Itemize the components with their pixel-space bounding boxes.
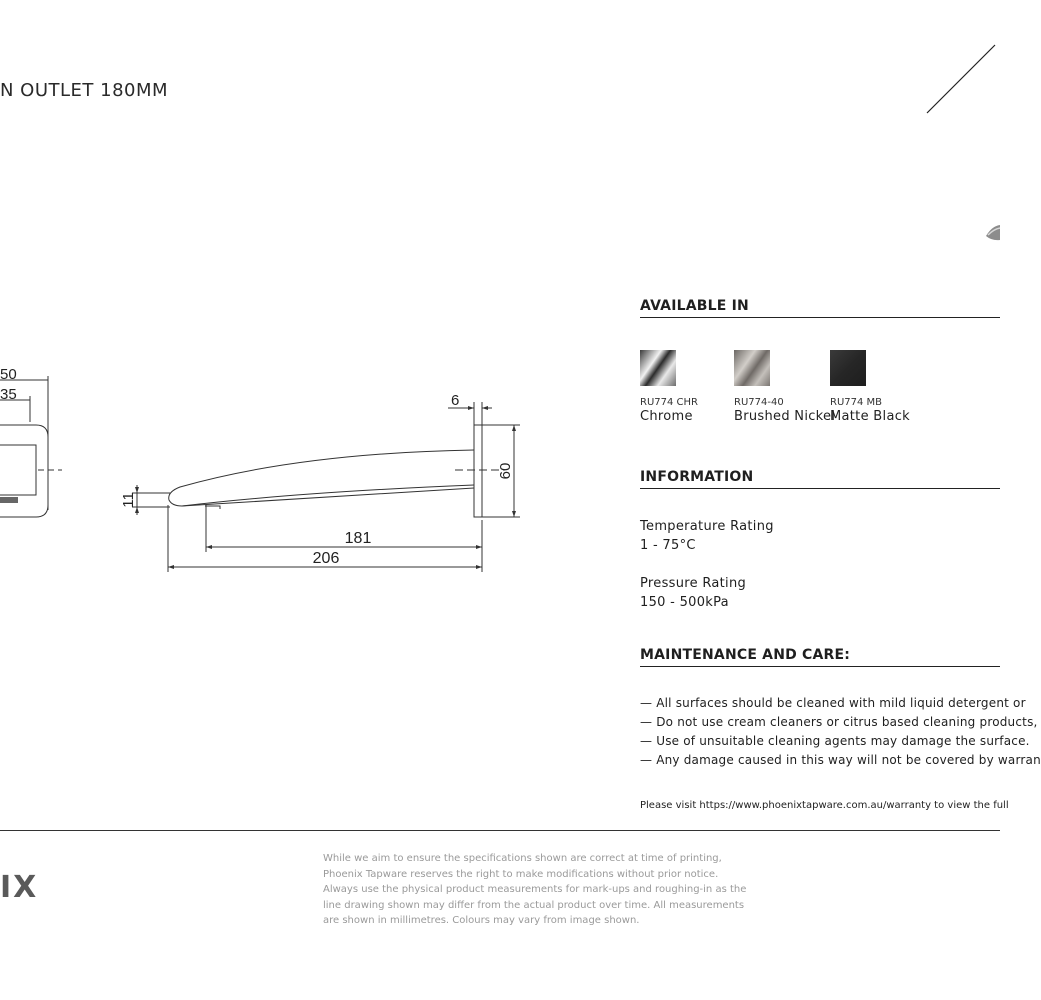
finish-matte-black[interactable] xyxy=(830,350,866,386)
disclaimer-line: While we aim to ensure the specifications shown are correct at time of printing, xyxy=(323,853,722,864)
information-heading: INFORMATION xyxy=(640,469,754,485)
warranty-link[interactable]: Please visit https://www.phoenixtapware.com.au/warranty to view the full xyxy=(640,800,1009,811)
disclaimer-line: are shown in millimetres. Colours may vary from image shown. xyxy=(323,915,640,927)
dim-label: 206 xyxy=(312,550,340,567)
available-heading: AVAILABLE IN xyxy=(640,298,749,314)
divider xyxy=(640,317,1000,318)
disclaimer-line: line drawing shown may differ from the actual product over time. All measurements xyxy=(323,899,745,911)
disclaimer-text xyxy=(323,851,746,929)
dim-label: 181 xyxy=(344,530,372,547)
maintenance-item: — Use of unsuitable cleaning agents may damage the surface. xyxy=(640,734,1030,748)
finish-brushed-nickel[interactable] xyxy=(734,350,770,386)
finish-name: Chrome xyxy=(640,409,693,424)
footer-divider xyxy=(0,830,1000,831)
divider xyxy=(640,666,1000,667)
technical-drawing xyxy=(0,360,540,580)
dim-label: 35 xyxy=(0,386,17,403)
info-label: Temperature Rating xyxy=(640,519,774,534)
info-value: 150 - 500kPa xyxy=(640,595,729,610)
matte-black-swatch xyxy=(830,350,866,386)
finish-name: Brushed Nickel xyxy=(734,409,836,424)
product-title: N OUTLET 180MM xyxy=(0,80,169,101)
finish-chrome[interactable] xyxy=(640,350,676,386)
maintenance-item: — Any damage caused in this way will not be covered by warran xyxy=(640,753,1041,767)
maintenance-heading: MAINTENANCE AND CARE: xyxy=(640,647,851,663)
divider xyxy=(640,488,1000,489)
finish-name: Matte Black xyxy=(830,409,910,424)
dim-label: 50 xyxy=(0,366,17,383)
finish-code: RU774 MB xyxy=(830,397,883,408)
disclaimer-line: Phoenix Tapware reserves the right to make modifications without prior notice. xyxy=(323,868,719,880)
maintenance-item: — All surfaces should be cleaned with mild liquid detergent or xyxy=(640,696,1026,710)
product-render-image xyxy=(920,40,1000,260)
side-view xyxy=(132,402,520,572)
brand-logo: IX xyxy=(0,870,39,905)
finish-code: RU774 CHR xyxy=(640,397,698,408)
dim-label: 60 xyxy=(497,462,514,480)
maintenance-item: — Do not use cream cleaners or citrus based cleaning products, xyxy=(640,715,1038,729)
chrome-swatch xyxy=(640,350,676,386)
info-value: 1 - 75°C xyxy=(640,538,696,553)
disclaimer-line: Always use the physical product measurements for mark-ups and roughing-in as the xyxy=(323,884,747,896)
brushed-nickel-swatch xyxy=(734,350,770,386)
dim-label: 11 xyxy=(120,492,137,508)
finish-code: RU774-40 xyxy=(734,397,784,408)
info-label: Pressure Rating xyxy=(640,576,747,591)
dim-label: 6 xyxy=(451,392,460,409)
